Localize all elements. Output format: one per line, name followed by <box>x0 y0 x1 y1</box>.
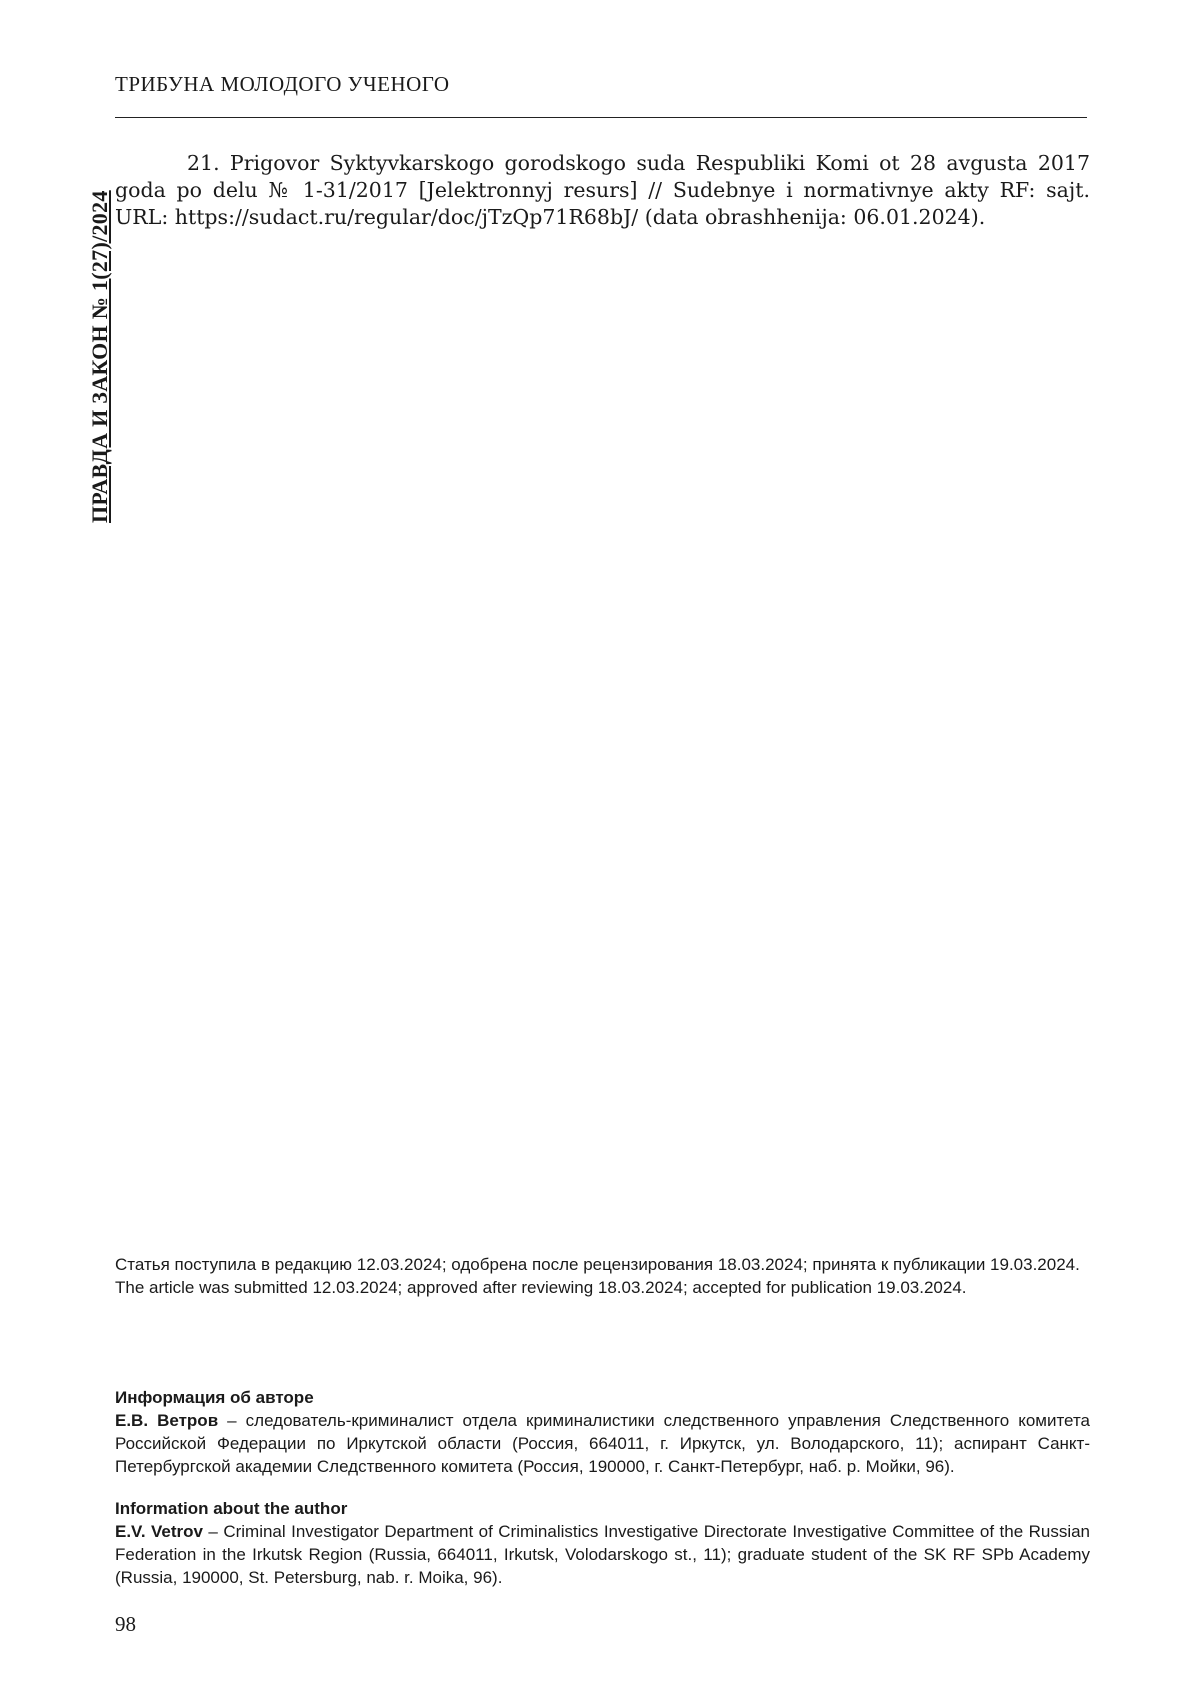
reference-item: 21. Prigovor Syktyvkarskogo gorodskogo suda Respubliki Komi ot 28 avgusta 2017 goda po delu № 1-31/2017 [Jelektronnyj resurs] // Sudebnye i normativnye akty RF: sajt. URL: https://sudact.ru/regular/doc/jTzQp71R68bJ/ (data obrashhenija: 06.01.2024). <box>115 151 1090 229</box>
author-description-en: – Criminal Investigator Department of Criminalistics Investigative Directorate Investigative Committee of the Russian Federation in the Irkutsk Region (Russia, 664011, Irkutsk, Volodarskogo st., 11); graduate student of the SK RF SPb Academy (Russia, 190000, St. Petersburg, nab. r. Moika, 96). <box>115 1522 1091 1587</box>
author-heading-ru: Информация об авторе <box>115 1388 314 1407</box>
running-head: ТРИБУНА МОЛОДОГО УЧЕНОГО <box>115 72 450 96</box>
author-text-en <box>115 1520 1090 1589</box>
dates-ru: Статья поступила в редакцию 12.03.2024; одобрена после рецензирования 18.03.2024; принята к публикации 19.03.2024. <box>115 1255 1080 1274</box>
author-info-en <box>115 1497 1090 1589</box>
header-rule <box>115 117 1087 118</box>
article-dates <box>115 1253 1090 1299</box>
author-text-ru <box>115 1409 1090 1478</box>
author-name-en: E.V. Vetrov <box>115 1522 203 1541</box>
author-heading-en: Information about the author <box>115 1499 348 1518</box>
dates-en: The article was submitted 12.03.2024; approved after reviewing 18.03.2024; accepted for publication 19.03.2024. <box>115 1278 967 1297</box>
author-name-ru: Е.В. Ветров <box>115 1411 219 1430</box>
author-description-ru: – следователь-криминалист отдела криминалистики следственного управления Следственного комитета Российской Федерации по Иркутской области (Россия, 664011, г. Иркутск, ул. Володарского, 11); аспирант Санкт-Петербургской академии Следственного комитета (Россия, 190000, г. Санкт-Петербург, наб. р. Мойки, 96). <box>115 1411 1090 1476</box>
page-number: 98 <box>115 1612 136 1636</box>
journal-issue-label: ПРАВДА И ЗАКОН № 1(27)/2024 <box>87 190 112 523</box>
author-info-ru <box>115 1386 1090 1478</box>
